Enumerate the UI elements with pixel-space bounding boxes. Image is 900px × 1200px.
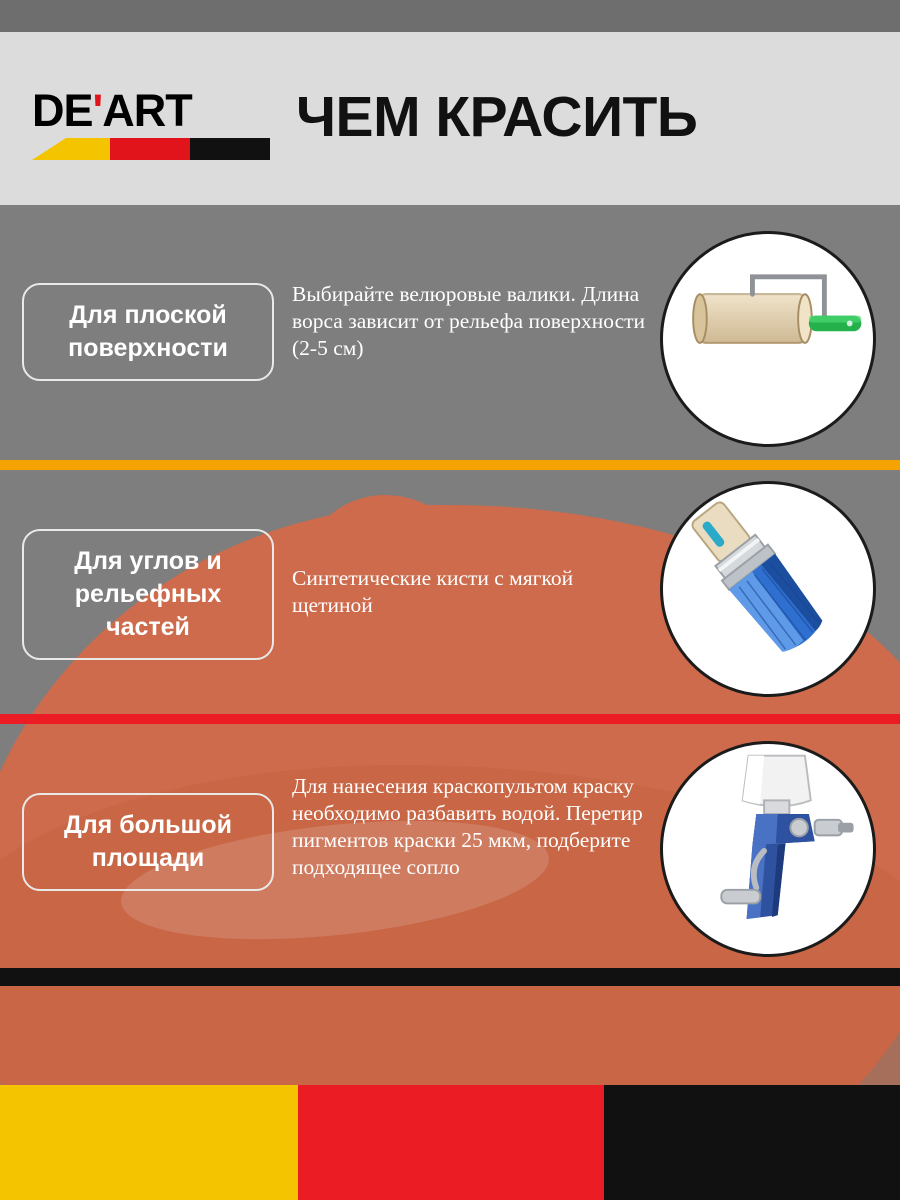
header-top-strip	[0, 0, 900, 32]
paint-brush-icon	[660, 481, 876, 697]
row-description-large-area: Для нанесения краскопультом краску необходимо разбавить водой. Перетир пигментов краски 25 мкм, подберите подходящее сопло	[292, 774, 643, 879]
divider-red	[0, 714, 900, 724]
paint-roller-icon	[660, 231, 876, 447]
page-title: ЧЕМ КРАСИТЬ	[296, 85, 698, 149]
brand-logo-art: ART	[102, 85, 192, 136]
row-flat-surface	[0, 243, 900, 433]
row-corners	[0, 497, 900, 687]
row-label-flat-surface: Для плоской поверхности	[22, 283, 274, 381]
header	[0, 0, 900, 205]
brand-flag-red	[110, 138, 190, 160]
row-large-area	[0, 751, 900, 947]
brand-flag	[32, 138, 270, 160]
row-description-corners: Синтетические кисти с мягкой щетиной	[292, 566, 574, 617]
footer-red	[298, 1085, 604, 1200]
footer-yellow	[0, 1085, 298, 1200]
spray-gun-icon	[660, 741, 876, 957]
brand-logo-text	[32, 85, 272, 136]
row-label-corners: Для углов и рельефных частей	[22, 529, 274, 660]
brand-logo	[32, 85, 272, 166]
row-description-flat-surface: Выбирайте велюровые валики. Длина ворса зависит от рельефа поверхности (2-5 см)	[292, 282, 646, 360]
row-label-large-area: Для большой площади	[22, 793, 274, 891]
brand-flag-black	[190, 138, 270, 160]
footer-flag	[0, 1085, 900, 1200]
footer-black	[604, 1085, 900, 1200]
brand-logo-apostrophe: '	[92, 85, 103, 136]
divider-orange	[0, 460, 900, 470]
divider-black	[0, 968, 900, 986]
brand-logo-de: DE	[32, 85, 93, 136]
